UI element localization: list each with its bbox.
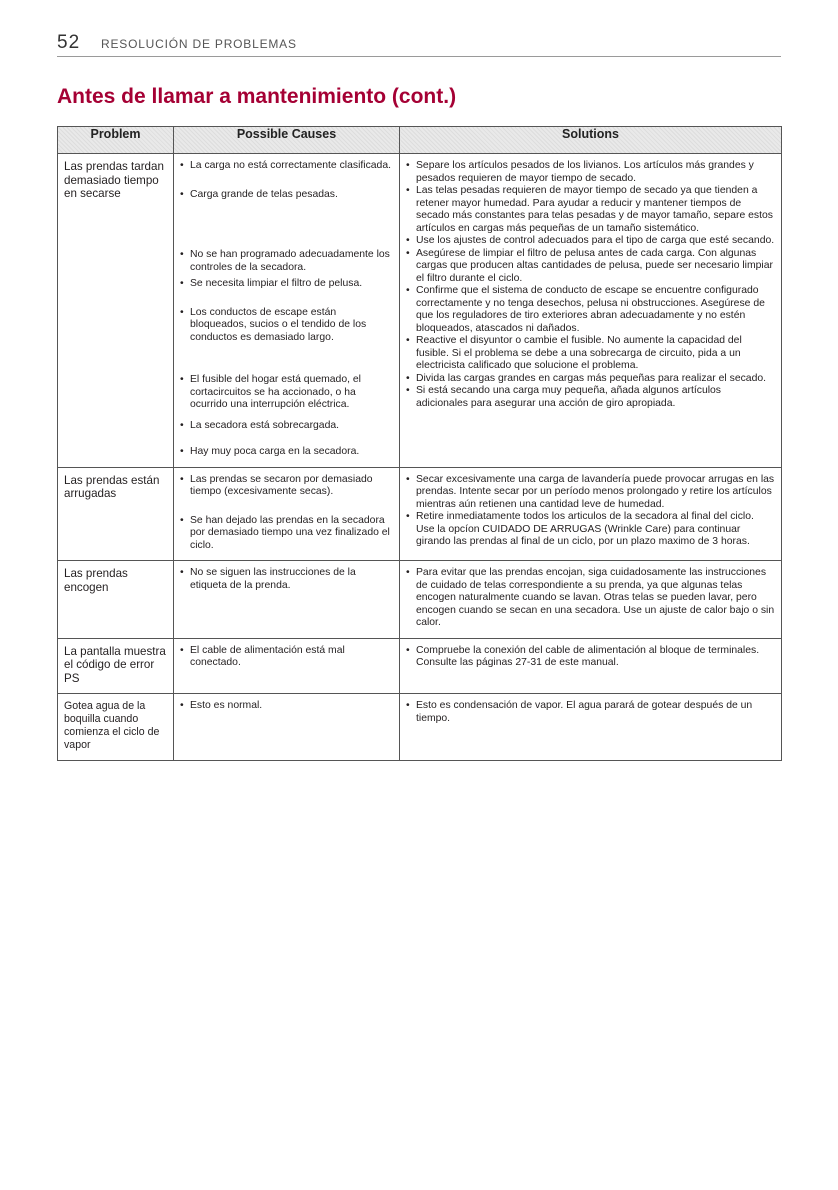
troubleshooting-table: [57, 126, 782, 761]
solution-item: • Confirme que el sistema de conducto de escape se encuentre configurado correctamente y no tenga desechos, pelusa ni obstrucciones. Asegúrese de que los reguladores de tiro exteriores abran adecuadamente y no estén bloqueados, atascados ni dañados.: [406, 285, 775, 335]
solution-item: • Reactive el disyuntor o cambie el fusible. No aumente la capacidad del fusible. Si el problema se debe a una sobrecarga de circuito, pida a un electricista calificado que solucione el problema.: [406, 335, 775, 373]
solutions-cell: [400, 154, 782, 468]
cause-item: • El fusible del hogar está quemado, el cortacircuitos se ha accionado, o ha ocurrido una interrupción eléctrica.: [180, 374, 393, 412]
causes-cell: [174, 638, 400, 694]
problem-cell: La pantalla muestra el código de error PS: [58, 638, 174, 694]
problem-cell: Las prendas están arrugadas: [58, 467, 174, 561]
causes-cell: [174, 467, 400, 561]
table-row: [58, 467, 782, 561]
cause-item: • La secadora está sobrecargada.: [180, 420, 393, 433]
problem-cell: Las prendas encogen: [58, 561, 174, 639]
page-title: Antes de llamar a mantenimiento (cont.): [57, 85, 457, 108]
solution-item: • Si está secando una carga muy pequeña, añada algunos artículos adicionales para asegurar una acción de giro apropiada.: [406, 385, 775, 410]
cause-item: • No se siguen las instrucciones de la etiqueta de la prenda.: [180, 567, 393, 592]
solution-item: • Divida las cargas grandes en cargas más pequeñas para realizar el secado.: [406, 373, 775, 386]
solutions-cell: [400, 467, 782, 561]
causes-cell: [174, 154, 400, 468]
table-row: [58, 638, 782, 694]
solution-item: • Para evitar que las prendas encojan, siga cuidadosamente las instrucciones de cuidado de telas correspondiente a su prenda, ya que algunas telas encogen naturalmente cuando se lavan. Otras telas se pueden lavar, pero encogen cuando se secan en una secadora. Use un ajuste de calor bajo o sin calor.: [406, 567, 775, 630]
cause-item: • Esto es normal.: [180, 700, 393, 713]
column-header-causes: Possible Causes: [174, 127, 400, 154]
solutions-cell: [400, 561, 782, 639]
solution-item: • Esto es condensación de vapor. El agua parará de gotear después de un tiempo.: [406, 700, 775, 725]
solutions-cell: [400, 694, 782, 761]
cause-item: • El cable de alimentación está mal conectado.: [180, 645, 393, 670]
cause-item: • Las prendas se secaron por demasiado tiempo (excesivamente secas).: [180, 474, 393, 499]
table-row: [58, 694, 782, 761]
problem-cell: Gotea agua de la boquilla cuando comienza el ciclo de vapor: [58, 694, 174, 761]
page-header: [57, 32, 781, 57]
causes-cell: [174, 561, 400, 639]
solution-item: • Las telas pesadas requieren de mayor tiempo de secado ya que tienden a retener mayor humedad. Para ayudar a reducir y mantener tiempos de secado más constantes para telas pesadas y de mayor tamaño, separe estos artículos en cargas más pequeñas de un tamaño sistemático.: [406, 185, 775, 235]
cause-item: • Se han dejado las prendas en la secadora por demasiado tiempo una vez finalizado el ciclo.: [180, 515, 393, 553]
solution-item: • Secar excesivamente una carga de lavandería puede provocar arrugas en las prendas. Intente secar por un período menos prolongado y retire los artículos mientras aún retienen una cantidad leve de humedad.: [406, 474, 775, 512]
causes-cell: [174, 694, 400, 761]
problem-cell: Las prendas tardan demasiado tiempo en secarse: [58, 154, 174, 468]
solution-item: • Retire inmediatamente todos los articulos de la secadora al final del ciclo. Use la opcíon CUIDADO DE ARRUGAS (Wrinkle Care) para continuar girando las prendas al final de un ciclo, por un plazo maximo de 3 horas.: [406, 511, 775, 549]
solution-item: • Separe los artículos pesados de los livianos. Los artículos más grandes y pesados requieren de mayor tiempo de secado.: [406, 160, 775, 185]
solution-item: • Compruebe la conexión del cable de alimentación al bloque de terminales. Consulte las páginas 27-31 de este manual.: [406, 645, 775, 670]
cause-item: • Carga grande de telas pesadas.: [180, 189, 393, 202]
table-header-row: [58, 127, 782, 154]
page-number: 52: [57, 32, 81, 53]
solution-item: • Asegúrese de limpiar el filtro de pelusa antes de cada carga. Con algunas cargas que producen altas cantidades de pelusa, puede ser necesario limpiar el filtro durante el ciclo.: [406, 248, 775, 286]
table-row: [58, 154, 782, 468]
solutions-cell: [400, 638, 782, 694]
cause-item: • No se han programado adecuadamente los controles de la secadora.: [180, 249, 393, 274]
cause-item: • La carga no está correctamente clasificada.: [180, 160, 393, 173]
cause-item: • Los conductos de escape están bloqueados, sucios o el tendido de los conductos es demasiado largo.: [180, 307, 393, 345]
column-header-solutions: Solutions: [400, 127, 782, 154]
section-title: RESOLUCIÓN DE PROBLEMAS: [101, 37, 297, 51]
solution-item: • Use los ajustes de control adecuados para el tipo de carga que esté secando.: [406, 235, 775, 248]
column-header-problem: Problem: [58, 127, 174, 154]
cause-item: • Se necesita limpiar el filtro de pelusa.: [180, 278, 393, 291]
table-row: [58, 561, 782, 639]
cause-item: • Hay muy poca carga en la secadora.: [180, 446, 393, 459]
